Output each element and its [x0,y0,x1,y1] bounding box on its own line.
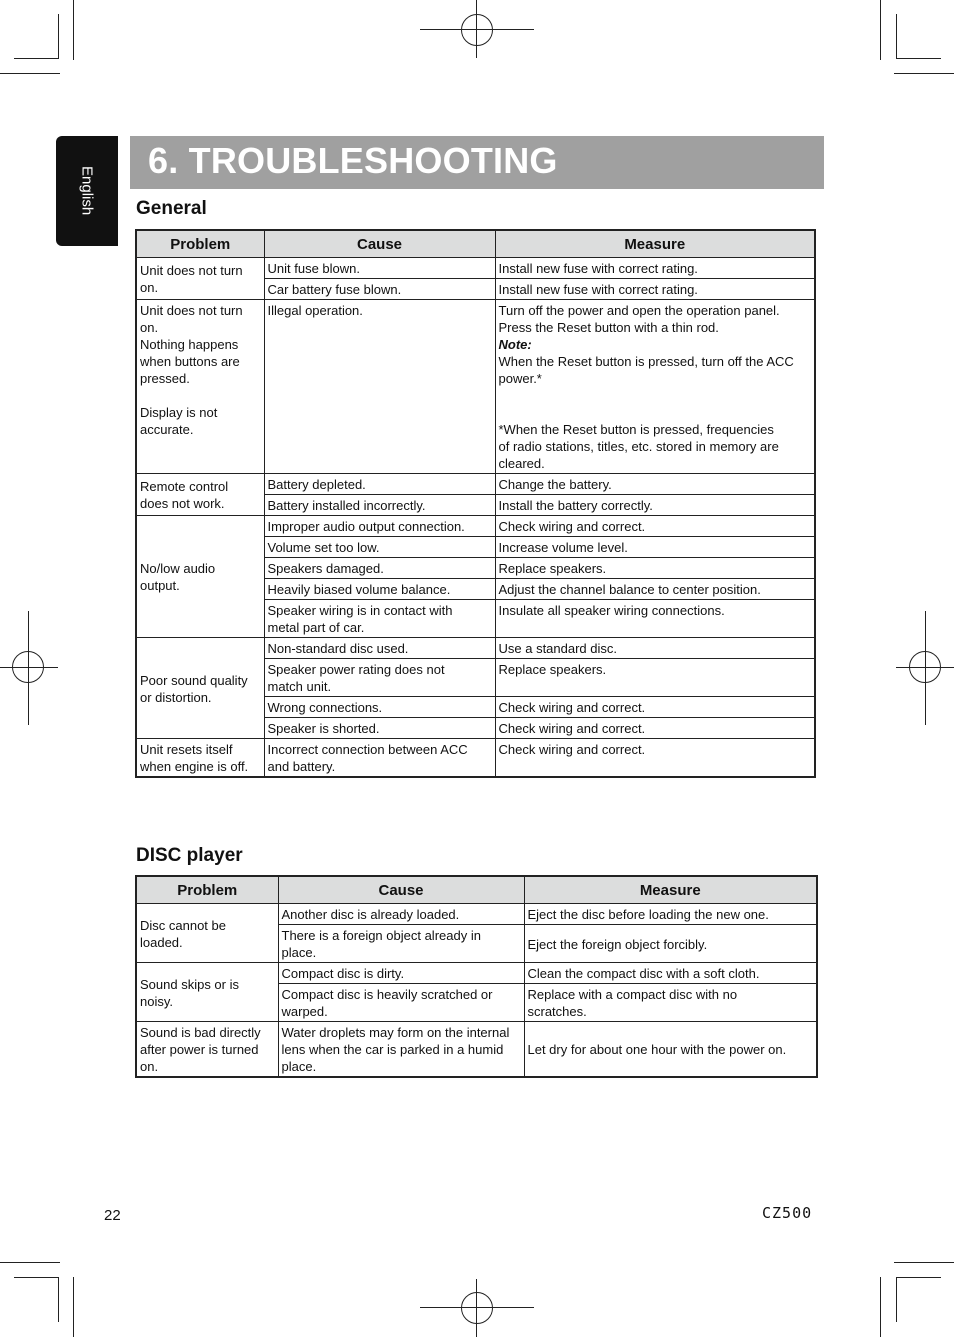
note-text: When the Reset button is pressed, turn off the ACC power.* [498,354,794,386]
measure-cell: Check wiring and correct. [495,718,815,739]
measure-cell: Increase volume level. [495,537,815,558]
table-row [136,516,815,537]
crop-mark [896,14,897,59]
crop-mark [880,0,881,60]
problem-cell: Disc cannot be loaded. [136,904,278,963]
cause-cell: Heavily biased volume balance. [264,579,495,600]
problem-cell: Unit resets itself when engine is off. [136,739,264,778]
measure-cell: Change the battery. [495,474,815,495]
cause-cell: Water droplets may form on the internal lens when the car is parked in a humid place. [278,1022,524,1078]
cause-cell: Speaker is shorted. [264,718,495,739]
cause-cell: Compact disc is heavily scratched or warped. [278,984,524,1022]
column-header-measure: Measure [524,876,817,904]
cause-cell: Incorrect connection between ACC and battery. [264,739,495,778]
measure-cell: Insulate all speaker wiring connections. [495,600,815,638]
column-header-problem: Problem [136,230,264,258]
problem-cell: Sound skips or is noisy. [136,963,278,1022]
cause-cell: Illegal operation. [264,300,495,474]
measure-cell: Check wiring and correct. [495,516,815,537]
crop-mark [896,1277,897,1322]
problem-cell: Remote control does not work. [136,474,264,516]
cause-cell: There is a foreign object already in place. [278,925,524,963]
crop-mark [58,1277,59,1322]
crop-mark [896,58,941,59]
footnote-text: *When the Reset button is pressed, frequencies of radio stations, titles, etc. stored in memory are cleared. [498,422,779,471]
registration-circle [909,651,941,683]
registration-circle [461,14,493,46]
crop-mark [0,73,60,74]
measure-cell: Replace speakers. [495,659,815,697]
general-heading: General [136,198,207,219]
cause-cell: Battery depleted. [264,474,495,495]
crop-mark [14,1277,59,1278]
measure-cell: Check wiring and correct. [495,739,815,778]
problem-cell: Unit does not turn on. [136,258,264,300]
disc-player-heading: DISC player [136,845,243,866]
cause-cell: Battery installed incorrectly. [264,495,495,516]
table-row [136,474,815,495]
cause-cell: Compact disc is dirty. [278,963,524,984]
cause-cell: Wrong connections. [264,697,495,718]
page-title: 6. TROUBLESHOOTING [148,140,558,181]
column-header-cause: Cause [278,876,524,904]
cause-cell: Speakers damaged. [264,558,495,579]
problem-cell: Poor sound quality or distortion. [136,638,264,739]
measure-cell: Replace with a compact disc with no scratches. [524,984,817,1022]
measure-text: Turn off the power and open the operation panel. Press the Reset button with a thin rod. [498,303,780,335]
registration-circle [461,1292,493,1324]
measure-cell: Install new fuse with correct rating. [495,258,815,279]
cause-cell: Unit fuse blown. [264,258,495,279]
column-header-problem: Problem [136,876,278,904]
measure-cell: Let dry for about one hour with the power on. [524,1022,817,1078]
table-row [136,638,815,659]
chapter-title-bar [130,136,824,189]
crop-mark [894,1262,954,1263]
table-row [136,739,815,778]
note-label: Note: [498,337,532,352]
page-number: 22 [104,1207,121,1224]
cause-cell: Another disc is already loaded. [278,904,524,925]
crop-mark [0,1262,60,1263]
measure-cell: Replace speakers. [495,558,815,579]
model-name: CZ500 [762,1204,813,1222]
cause-cell: Volume set too low. [264,537,495,558]
cause-cell: Car battery fuse blown. [264,279,495,300]
measure-cell: Install new fuse with correct rating. [495,279,815,300]
registration-circle [12,651,44,683]
table-header-row [136,230,815,258]
cause-cell: Speaker wiring is in contact with metal part of car. [264,600,495,638]
problem-cell: No/low audio output. [136,516,264,638]
table-header-row [136,876,817,904]
cause-cell: Improper audio output connection. [264,516,495,537]
language-tab-label: English [78,166,96,216]
table-row [136,300,815,474]
measure-cell: Adjust the channel balance to center position. [495,579,815,600]
measure-cell: Use a standard disc. [495,638,815,659]
problem-cell: Sound is bad directly after power is turned on. [136,1022,278,1078]
table-row [136,258,815,279]
column-header-cause: Cause [264,230,495,258]
language-tab [56,136,118,246]
general-troubleshooting-table [135,229,816,778]
cause-cell: Speaker power rating does not match unit. [264,659,495,697]
table-row [136,904,817,925]
measure-cell: Clean the compact disc with a soft cloth. [524,963,817,984]
measure-cell: Install the battery correctly. [495,495,815,516]
measure-cell [495,300,815,474]
measure-cell: Eject the disc before loading the new one. [524,904,817,925]
column-header-measure: Measure [495,230,815,258]
table-row [136,1022,817,1078]
crop-mark [14,58,59,59]
disc-troubleshooting-table [135,875,818,1078]
measure-cell: Check wiring and correct. [495,697,815,718]
problem-cell: Unit does not turn on. Nothing happens when buttons are pressed. Display is not accurate. [136,300,264,474]
measure-cell: Eject the foreign object forcibly. [524,925,817,963]
table-row [136,963,817,984]
crop-mark [880,1277,881,1337]
crop-mark [73,1277,74,1337]
crop-mark [894,73,954,74]
crop-mark [896,1277,941,1278]
crop-mark [73,0,74,60]
crop-mark [58,14,59,59]
cause-cell: Non-standard disc used. [264,638,495,659]
